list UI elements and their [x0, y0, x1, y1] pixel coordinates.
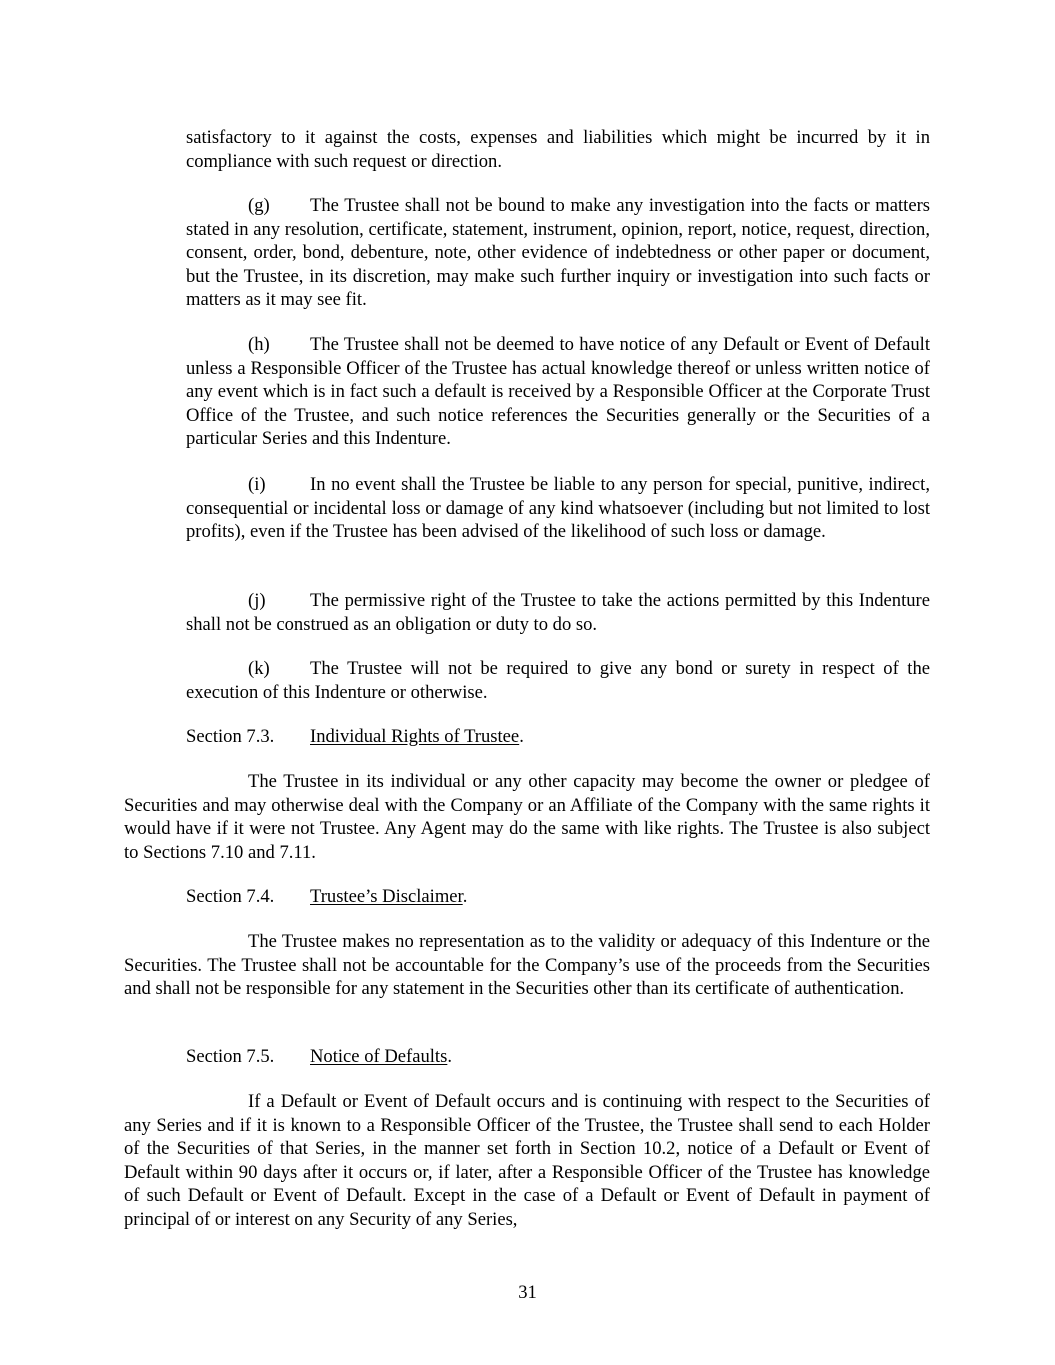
section-number: Section 7.3.: [186, 726, 275, 747]
list-item-k: [186, 657, 930, 704]
section-number: Section 7.5.: [186, 1046, 275, 1067]
item-label: (h): [248, 334, 270, 355]
item-label: (i): [248, 474, 266, 495]
list-item-g: [186, 194, 930, 312]
section-heading-7-4: [186, 885, 467, 909]
page-number: 31: [518, 1282, 537, 1303]
item-text: The Trustee shall not be bound to make any investigation into the facts or matters stated in any resolution, certificate, statement, instrument, opinion, report, notice, request, direction, consent, order, bond, debenture, note, other evidence of indebtedness or other paper or document, but the Trustee, in its discretion, may make such further inquiry or investigation into such facts or matters as it may see fit.: [186, 195, 930, 310]
list-item-h: [186, 333, 930, 451]
section-title: Trustee’s Disclaimer: [310, 886, 463, 907]
section-number: Section 7.4.: [186, 886, 275, 907]
item-label: (k): [248, 658, 270, 679]
item-text: The permissive right of the Trustee to take the actions permitted by this Indenture shall not be construed as an obligation or duty to do so.: [186, 590, 930, 635]
section-title: Individual Rights of Trustee: [310, 726, 520, 747]
item-label: (j): [248, 590, 266, 611]
section-heading-7-5: [186, 1045, 452, 1069]
section-7-4-body: The Trustee makes no representation as to the validity or adequacy of this Indenture or the Securities. The Trustee shall not be accountable for the Company’s use of the proceeds from the Securities and shall not be responsible for any statement in the Securities other than its certificate of authentication.: [124, 931, 930, 999]
section-heading-7-3: [186, 725, 524, 749]
continuation-paragraph: satisfactory to it against the costs, expenses and liabilities which might be incurred by it in compliance with such request or direction.: [186, 127, 930, 172]
section-title: Notice of Defaults: [310, 1046, 448, 1067]
list-item-i: [186, 473, 930, 544]
item-text: In no event shall the Trustee be liable to any person for special, punitive, indirect, consequential or incidental loss or damage of any kind whatsoever (including but not limited to lost profits), even if the Trustee has been advised of the likelihood of such loss or damage.: [186, 474, 930, 542]
section-7-5-body: If a Default or Event of Default occurs and is continuing with respect to the Securities of any Series and if it is known to a Responsible Officer of the Trustee, the Trustee shall send to each Holder of the Securities of that Series, in the manner set forth in Section 10.2, notice of a Default or Event of Default within 90 days after it occurs or, if later, after a Responsible Officer of the Trustee has knowledge of such Default or Event of Default. Except in the case of a Default or Event of Default in payment of principal of or interest on any Security of any Series,: [124, 1091, 930, 1230]
heading-period: .: [447, 1046, 452, 1067]
heading-period: .: [519, 726, 524, 747]
item-text: The Trustee shall not be deemed to have notice of any Default or Event of Default unless a Responsible Officer of the Trustee has actual knowledge thereof or unless written notice of any event which is in fact such a default is received by a Responsible Officer at the Corporate Trust Office of the Trustee, and such notice references the Securities generally or the Securities of a particular Series and this Indenture.: [186, 334, 930, 449]
item-text: The Trustee will not be required to give any bond or surety in respect of the execution of this Indenture or otherwise.: [186, 658, 930, 703]
list-item-j: [186, 589, 930, 636]
heading-period: .: [462, 886, 468, 907]
item-label: (g): [248, 195, 270, 216]
section-7-3-body: The Trustee in its individual or any other capacity may become the owner or pledgee of Securities and may otherwise deal with the Company or an Affiliate of the Company with the same rights it would have if it were not Trustee. Any Agent may do the same with like rights. The Trustee is also subject to Sections 7.10 and 7.11.: [124, 771, 930, 863]
